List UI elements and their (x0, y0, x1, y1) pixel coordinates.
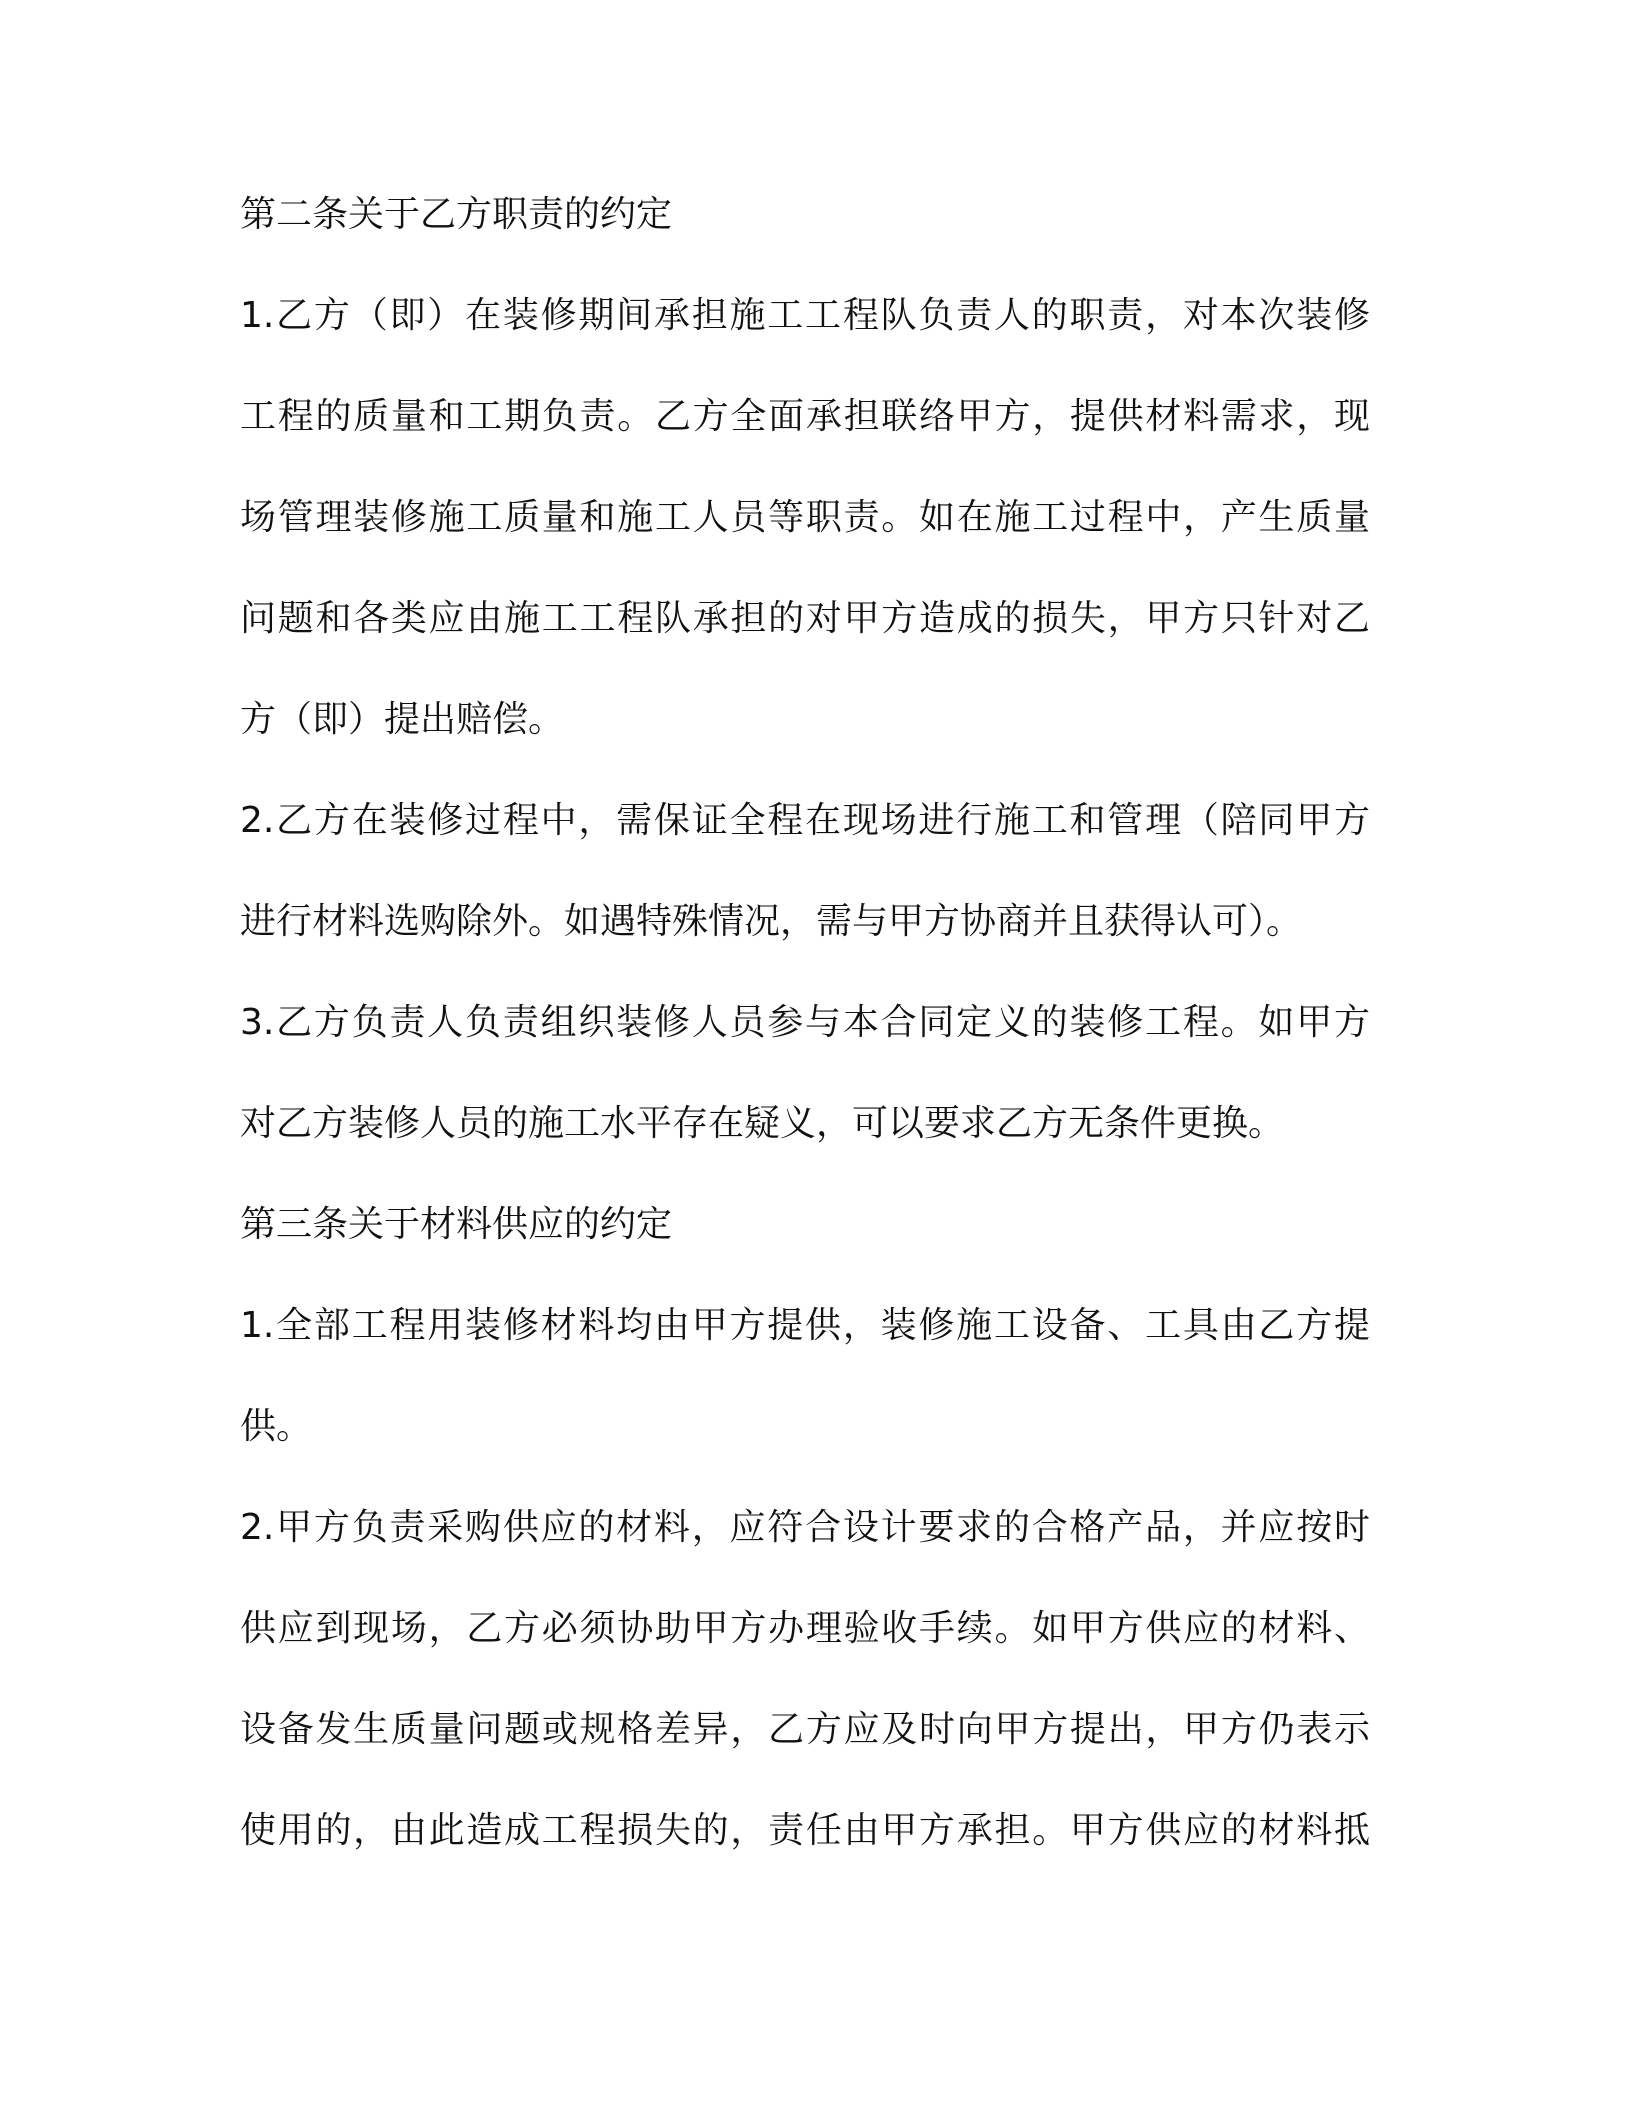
paragraph-line: 2.甲方负责采购供应的材料，应符合设计要求的合格产品，并应按时 (240, 1507, 1370, 1548)
paragraph-line: 设备发生质量问题或规格差异，乙方应及时向甲方提出，甲方仍表示 (240, 1709, 1370, 1750)
paragraph-line: 方（即）提出赔偿。 (240, 699, 565, 740)
paragraph-line: 使用的，由此造成工程损失的，责任由甲方承担。甲方供应的材料抵 (240, 1810, 1370, 1851)
section-heading: 第二条关于乙方职责的约定 (240, 194, 673, 235)
section-heading: 第三条关于材料供应的约定 (240, 1204, 673, 1245)
paragraph-line: 2.乙方在装修过程中，需保证全程在现场进行施工和管理（陪同甲方 (240, 800, 1370, 841)
paragraph-line: 进行材料选购除外。如遇特殊情况，需与甲方协商并且获得认可）。 (240, 901, 1303, 942)
paragraph-line: 对乙方装修人员的施工水平存在疑义，可以要求乙方无条件更换。 (240, 1103, 1285, 1144)
paragraph-line: 1.乙方（即）在装修期间承担施工工程队负责人的职责，对本次装修 (240, 295, 1370, 336)
document-page (240, 190, 1370, 1907)
paragraph-line: 1.全部工程用装修材料均由甲方提供，装修施工设备、工具由乙方提 (240, 1305, 1370, 1346)
paragraph-line: 问题和各类应由施工工程队承担的对甲方造成的损失，甲方只针对乙 (240, 598, 1370, 639)
paragraph-line: 3.乙方负责人负责组织装修人员参与本合同定义的装修工程。如甲方 (240, 1002, 1370, 1043)
paragraph-line: 供。 (240, 1406, 313, 1447)
paragraph-line: 工程的质量和工期负责。乙方全面承担联络甲方，提供材料需求，现 (240, 396, 1370, 437)
paragraph-line: 场管理装修施工质量和施工人员等职责。如在施工过程中，产生质量 (240, 497, 1370, 538)
paragraph-line: 供应到现场，乙方必须协助甲方办理验收手续。如甲方供应的材料、 (240, 1608, 1370, 1649)
